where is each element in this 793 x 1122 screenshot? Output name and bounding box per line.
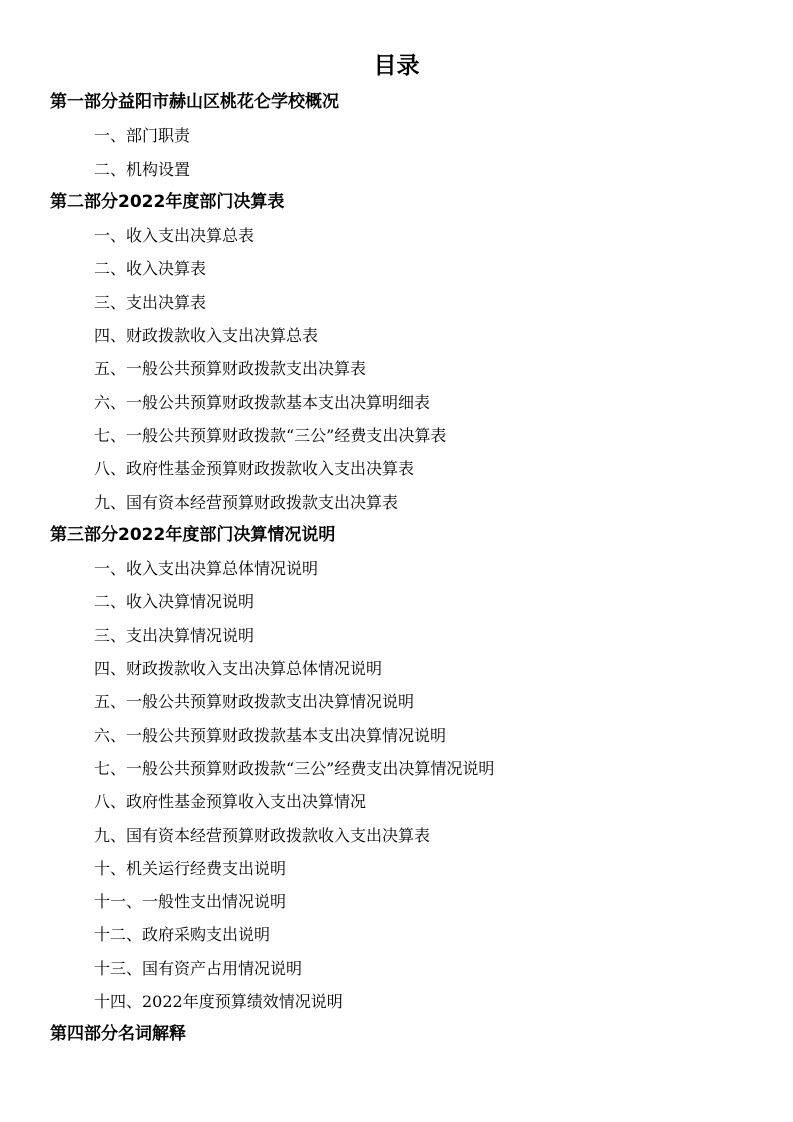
toc-item[interactable]: 十三、国有资产占用情况说明 <box>94 958 303 978</box>
toc-item[interactable]: 八、政府性基金预算财政拨款收入支出决算表 <box>94 459 415 479</box>
toc-item[interactable]: 十二、政府采购支出说明 <box>94 925 271 945</box>
toc-item[interactable]: 二、收入决算情况说明 <box>94 592 255 612</box>
toc-part-heading[interactable]: 第三部分2022年度部门决算情况说明 <box>50 524 336 545</box>
toc-item[interactable]: 一、收入支出决算总表 <box>94 226 255 246</box>
toc-part-heading[interactable]: 第四部分名词解释 <box>50 1024 186 1045</box>
toc-item[interactable]: 四、财政拨款收入支出决算总体情况说明 <box>94 659 383 679</box>
toc-item[interactable]: 三、支出决算情况说明 <box>94 625 255 645</box>
toc-item[interactable]: 一、部门职责 <box>94 126 191 146</box>
toc-item[interactable]: 五、一般公共预算财政拨款支出决算表 <box>94 359 367 379</box>
toc-item[interactable]: 二、机构设置 <box>94 159 191 179</box>
toc-item[interactable]: 八、政府性基金预算收入支出决算情况 <box>94 792 367 812</box>
toc-part-heading[interactable]: 第二部分2022年度部门决算表 <box>50 191 285 212</box>
toc-item[interactable]: 九、国有资本经营预算财政拨款收入支出决算表 <box>94 825 431 845</box>
toc-item[interactable]: 五、一般公共预算财政拨款支出决算情况说明 <box>94 692 415 712</box>
toc-item[interactable]: 六、一般公共预算财政拨款基本支出决算明细表 <box>94 392 431 412</box>
toc-item[interactable]: 十、机关运行经费支出说明 <box>94 858 287 878</box>
toc-part-heading[interactable]: 第一部分益阳市赫山区桃花仑学校概况 <box>50 92 339 112</box>
toc-title: 目录 <box>373 53 420 79</box>
toc-item[interactable]: 七、一般公共预算财政拨款“三公”经费支出决算情况说明 <box>94 758 495 778</box>
toc-item[interactable]: 六、一般公共预算财政拨款基本支出决算情况说明 <box>94 725 447 745</box>
toc-item[interactable]: 十四、2022年度预算绩效情况说明 <box>94 992 343 1012</box>
toc-item[interactable]: 七、一般公共预算财政拨款“三公”经费支出决算表 <box>94 425 447 445</box>
toc-item[interactable]: 二、收入决算表 <box>94 259 207 279</box>
toc-item[interactable]: 四、财政拨款收入支出决算总表 <box>94 326 319 346</box>
table-of-contents <box>0 86 793 1052</box>
toc-item[interactable]: 十一、一般性支出情况说明 <box>94 892 287 912</box>
toc-item[interactable]: 九、国有资本经营预算财政拨款支出决算表 <box>94 492 399 512</box>
toc-item[interactable]: 一、收入支出决算总体情况说明 <box>94 559 319 579</box>
toc-item[interactable]: 三、支出决算表 <box>94 292 207 312</box>
